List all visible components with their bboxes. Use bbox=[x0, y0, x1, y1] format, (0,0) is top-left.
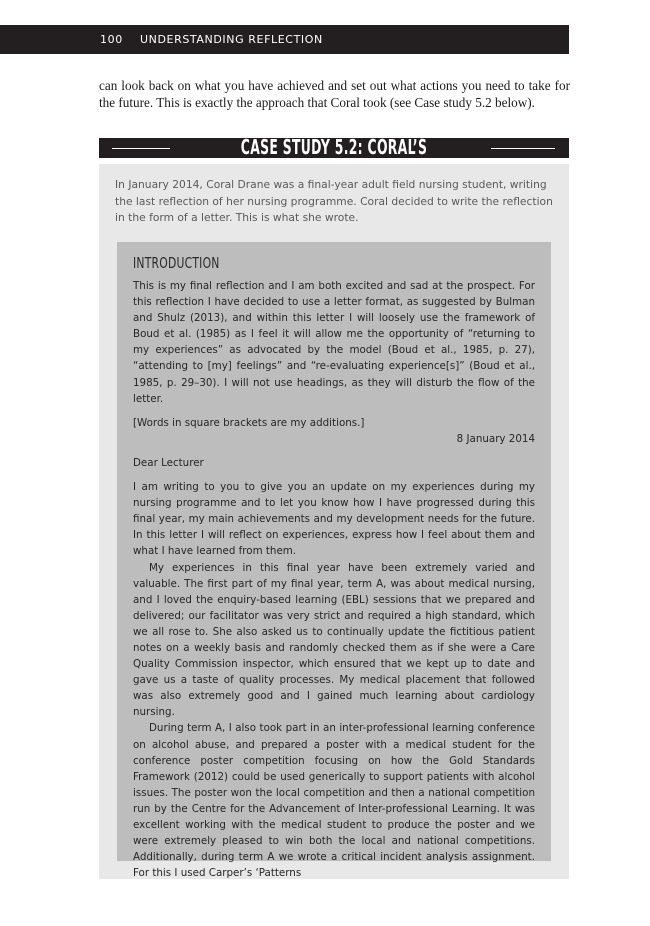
letter-date: 8 January 2014 bbox=[456, 432, 535, 445]
page-number: 100 bbox=[100, 33, 123, 46]
letter-paragraph: My experiences in this final year have been extremely varied and valuable. The first part of my final year, term A, was about medical nursing, and I loved the enquiry-based learning (EBL) sessions that we prepared and delivered; our facilitator was very strict and required a high standard, which we all rose to. She also asked us to continually update the fictitious patient notes on a weekly basis and randomly checked them as if she were a Care Quality Commission inspector, which ensured that we kept up to date and gave us a taste of quality processes. My medical placement that followed was also extremely good and I gained much learning about cardiology nursing. bbox=[133, 561, 535, 719]
running-head-title: UNDERSTANDING REFLECTION bbox=[140, 33, 323, 46]
letter-heading: INTRODUCTION bbox=[133, 254, 220, 272]
title-rule-left bbox=[112, 148, 170, 149]
letter-content bbox=[133, 254, 535, 881]
case-study-title-bar bbox=[99, 135, 569, 159]
letter-paragraph: I am writing to you to give you an update on my experiences during my nursing programme and to let you know how I have progressed during this final year, my main achievements and my development needs for the future. In this letter I will reflect on experiences, express how I feel about them and what I have learned from them. bbox=[133, 481, 535, 558]
running-header bbox=[0, 25, 569, 54]
letter-salutation: Dear Lecturer bbox=[133, 456, 204, 469]
letter-paragraph: During term A, I also took part in an inter-professional learning conference on alcohol abuse, and prepared a poster with a medical student for the conference poster competition focusing on how the Gold Standards Framework (2012) could be used generically to support patients with alcohol issues. The poster won the local competition and then a national competition run by the Centre for the Advancement of Inter-professional Learning. It was excellent working with the medical student to produce the poster and we were extremely pleased to win both the local and national competitions. Additionally, during term A we wrote a critical incident analysis assignment. For this I used Carper’s ‘Patterns bbox=[133, 722, 535, 880]
letter-note: [Words in square brackets are my additions.] bbox=[133, 416, 365, 429]
case-study-panel bbox=[99, 164, 569, 879]
title-rule-right bbox=[491, 148, 555, 149]
case-study-intro: In January 2014, Coral Drane was a final-year adult field nursing student, writing the last reflection of her nursing programme. Coral decided to write the reflection in the form of a letter. This is what she wrote. bbox=[115, 178, 553, 224]
case-study-title: CASE STUDY 5.2: CORAL’S bbox=[240, 135, 428, 159]
letter-intro-paragraph: This is my final reflection and I am both excited and sad at the prospect. For this reflection I have decided to use a letter format, as suggested by Bulman and Shulz (2013), and within this letter I will loosely use the framework of Boud et al. (1985) as I feel it will allow me the opportunity of “returning to my experiences” as advocated by the model (Boud et al., 1985, p. 27), “attending to [my] feelings” and “re-evaluating experience[s]” (Boud et al., 1985, p. 29–30). I will not use headings, as they will disturb the flow of the letter. bbox=[133, 280, 535, 405]
body-paragraph: can look back on what you have achieved and set out what actions you need to take for the future. This is exactly the approach that Coral took (see Case study 5.2 below). bbox=[99, 78, 570, 110]
letter-box bbox=[117, 242, 551, 880]
